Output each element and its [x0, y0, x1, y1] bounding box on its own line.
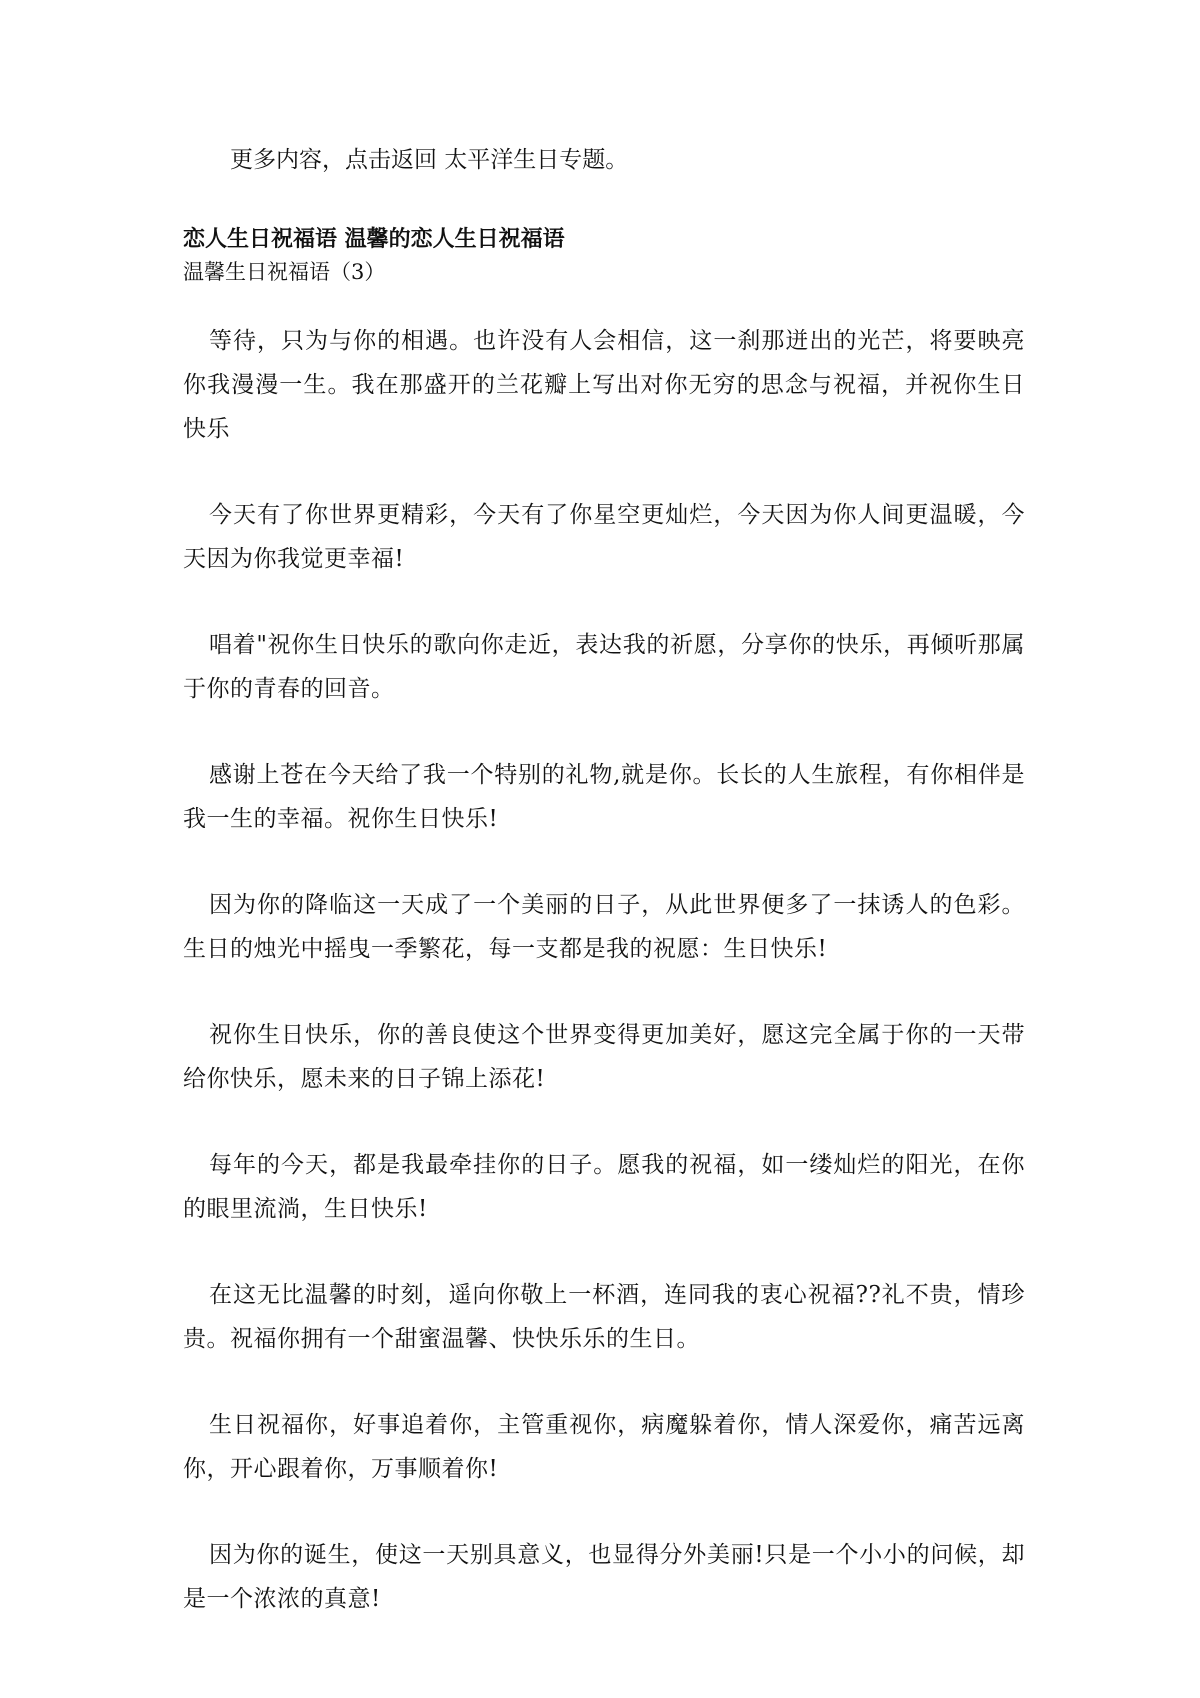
article-subtitle: 温馨生日祝福语（3）	[183, 260, 386, 284]
blessing-paragraph: 因为你的降临这一天成了一个美丽的日子，从此世界便多了一抹诱人的色彩。生日的烛光中摇曳一季繁花，每一支都是我的祝愿：生日快乐!	[183, 892, 1025, 962]
blessing-list	[183, 319, 1025, 1663]
blessing-paragraph: 唱着"祝你生日快乐的歌向你走近，表达我的祈愿，分享你的快乐，再倾听那属于你的青春的回音。	[183, 632, 1025, 702]
blessing-paragraph: 等待，只为与你的相遇。也许没有人会相信，这一刹那迸出的光芒，将要映亮你我漫漫一生。我在那盛开的兰花瓣上写出对你无穷的思念与祝福，并祝你生日快乐	[183, 328, 1025, 442]
return-to-topic-link[interactable]: 更多内容，点击返回 太平洋生日专题。	[230, 147, 629, 173]
blessing-paragraph: 生日祝福你，好事追着你，主管重视你，病魔躲着你，情人深爱你，痛苦远离你，开心跟着你，万事顺着你!	[183, 1412, 1025, 1482]
blessing-paragraph: 今天有了你世界更精彩，今天有了你星空更灿烂，今天因为你人间更温暖，今天因为你我觉更幸福!	[183, 502, 1025, 572]
article-title: 恋人生日祝福语 温馨的恋人生日祝福语	[183, 226, 565, 252]
blessing-paragraph: 在这无比温馨的时刻，遥向你敬上一杯酒，连同我的衷心祝福??礼不贵，情珍贵。祝福你拥有一个甜蜜温馨、快快乐乐的生日。	[183, 1282, 1025, 1352]
blessing-paragraph: 每年的今天，都是我最牵挂你的日子。愿我的祝福，如一缕灿烂的阳光，在你的眼里流淌，生日快乐!	[183, 1152, 1025, 1222]
blessing-paragraph: 感谢上苍在今天给了我一个特别的礼物,就是你。长长的人生旅程，有你相伴是我一生的幸福。祝你生日快乐!	[183, 762, 1025, 832]
blessing-paragraph: 因为你的诞生，使这一天别具意义，也显得分外美丽!只是一个小小的问候，却是一个浓浓的真意!	[183, 1542, 1025, 1612]
blessing-paragraph: 祝你生日快乐，你的善良使这个世界变得更加美好，愿这完全属于你的一天带给你快乐，愿未来的日子锦上添花!	[183, 1022, 1025, 1092]
